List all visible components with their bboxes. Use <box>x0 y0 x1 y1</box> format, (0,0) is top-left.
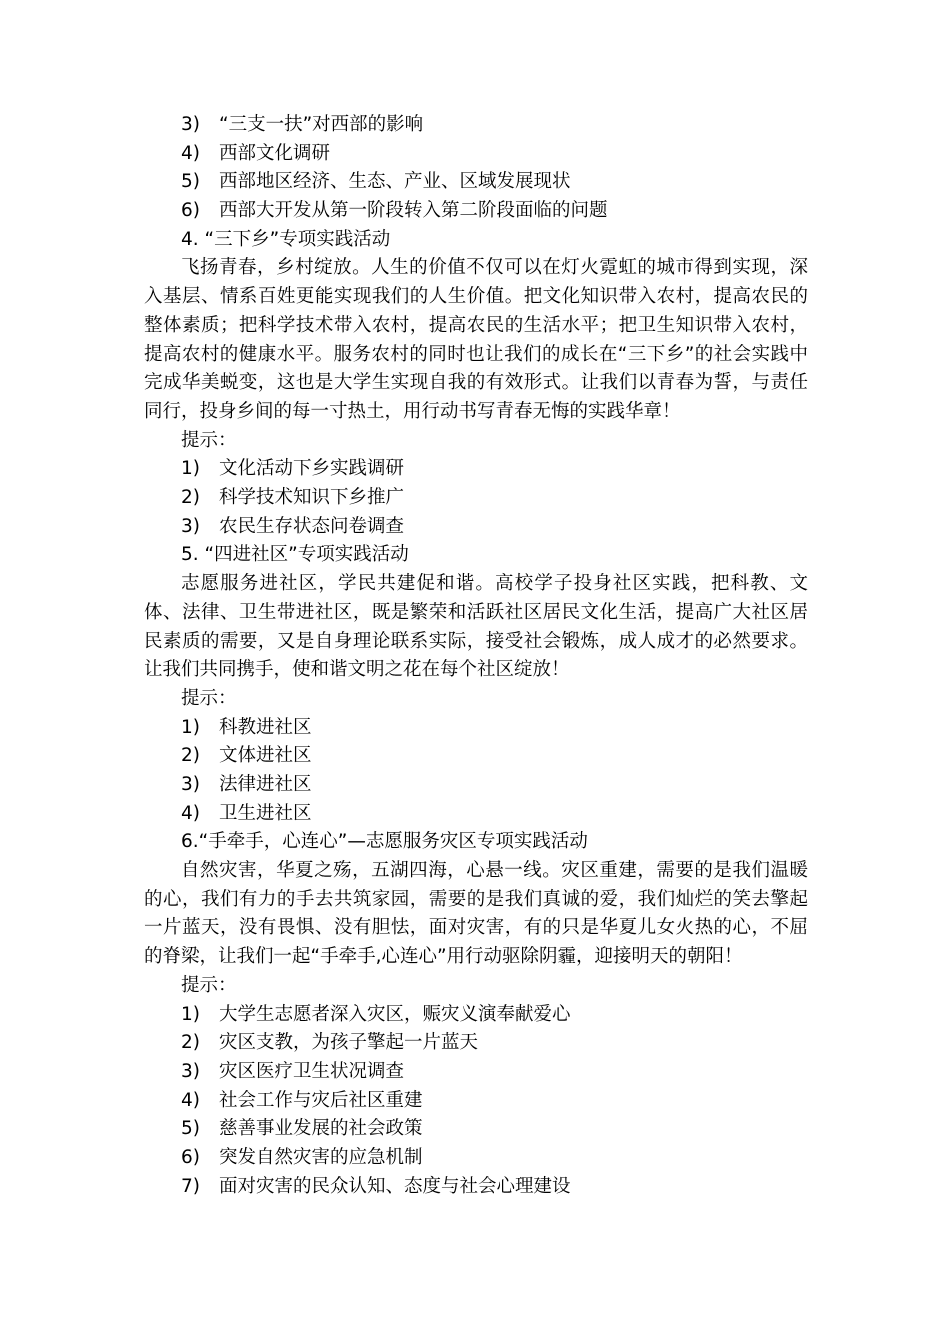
list-item: 6) 突发自然灾害的应急机制 <box>181 1146 423 1168</box>
document-page <box>144 111 808 1201</box>
list-item: 3) 法律进社区 <box>181 773 312 795</box>
list-item: 3) 农民生存状态问卷调查 <box>181 515 405 537</box>
list-item: 3) “三支一扶”对西部的影响 <box>181 114 424 135</box>
section3-list <box>144 111 808 226</box>
section5-tip: 提示： <box>181 687 237 709</box>
list-item: 5) 慈善事业发展的社会政策 <box>181 1118 423 1140</box>
list-item: 2) 科学技术知识下乡推广 <box>181 487 405 509</box>
section4-tip: 提示： <box>181 429 237 451</box>
section6-heading: 6.“手牵手，心连心”—志愿服务灾区专项实践活动 <box>181 831 588 853</box>
list-item: 4) 社会工作与灾后社区重建 <box>181 1089 423 1111</box>
section4-paragraph: 飞扬青春，乡村绽放。人生的价值不仅可以在灯火霓虹的城市得到实现，深入基层、情系百姓更能实现我们的人生价值。把文化知识带入农村，提高农民的整体素质；把科学技术带入农村，提高农民的生活水平；把卫生知识带入农村，提高农村的健康水平。服务农村的同时也让我们的成长在“三下乡”的社会实践中完成华美蜕变，这也是大学生实现自我的有效形式。让我们以青春为誓，与责任同行，投身乡间的每一寸热土，用行动书写青春无悔的实践华章！ <box>144 257 808 422</box>
section4-heading: 4. “三下乡”专项实践活动 <box>181 228 391 250</box>
list-item: 1) 大学生志愿者深入灾区，赈灾义演奉献爱心 <box>181 1003 571 1025</box>
list-item: 1) 科教进社区 <box>181 716 312 738</box>
list-item: 5) 西部地区经济、生态、产业、区域发展现状 <box>181 171 571 193</box>
list-item: 1) 文化活动下乡实践调研 <box>181 458 405 480</box>
section6-tip: 提示： <box>181 974 237 996</box>
list-item: 4) 西部文化调研 <box>181 142 331 164</box>
list-item: 7) 面对灾害的民众认知、态度与社会心理建设 <box>181 1175 571 1197</box>
list-item: 4) 卫生进社区 <box>181 802 312 824</box>
section5-heading: 5. “四进社区”专项实践活动 <box>181 544 409 566</box>
list-item: 3) 灾区医疗卫生状况调查 <box>181 1060 405 1082</box>
section5-paragraph: 志愿服务进社区，学民共建促和谐。高校学子投身社区实践，把科教、文体、法律、卫生带进社区，既是繁荣和活跃社区居民文化生活，提高广大社区居民素质的需要，又是自身理论联系实际，接受社会锻炼，成人成才的必然要求。让我们共同携手，使和谐文明之花在每个社区绽放！ <box>144 573 808 681</box>
list-item: 2) 灾区支教，为孩子擎起一片蓝天 <box>181 1032 479 1054</box>
list-item: 2) 文体进社区 <box>181 745 312 767</box>
section6-paragraph: 自然灾害，华夏之殇，五湖四海，心悬一线。灾区重建，需要的是我们温暖的心，我们有力的手去共筑家园，需要的是我们真诚的爱，我们灿烂的笑去擎起一片蓝天，没有畏惧、没有胆怯，面对灾害，有的只是华夏儿女火热的心，不屈的脊梁，让我们一起“手牵手,心连心”用行动驱除阴霾，迎接明天的朝阳！ <box>144 860 808 968</box>
list-item: 6) 西部大开发从第一阶段转入第二阶段面临的问题 <box>181 200 608 222</box>
